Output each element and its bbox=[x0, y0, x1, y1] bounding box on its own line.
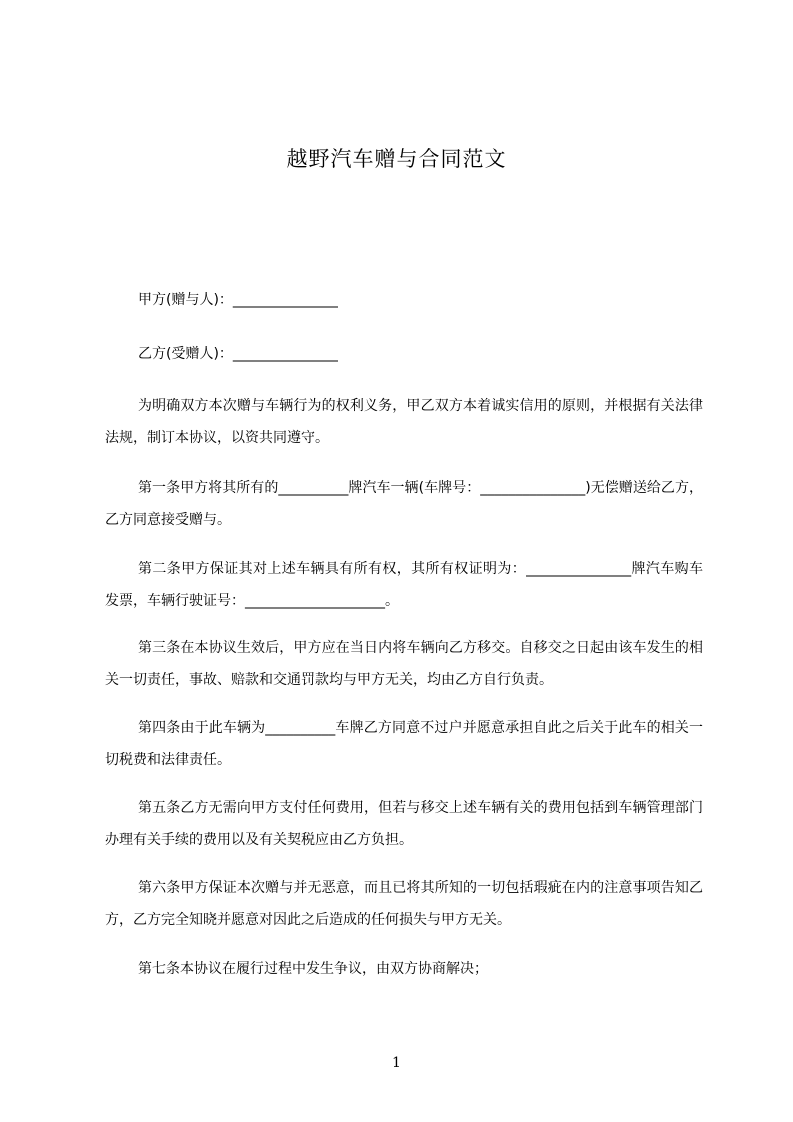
article-6-paragraph: 第六条甲方保证本次赠与并无恶意，而且已将其所知的一切包括瑕疵在内的注意事项告知乙方，乙方完全知晓并愿意对因此之后造成的任何损失与甲方无关。 bbox=[105, 880, 703, 928]
page-number: 1 bbox=[392, 1055, 401, 1071]
party-a-line: 甲方(赠与人)：_______________ bbox=[138, 292, 338, 308]
article-4-paragraph: 第四条由于此车辆为__________车牌乙方同意不过户并愿意承担自此之后关于此车的相关一切税费和法律责任。 bbox=[105, 720, 703, 768]
document-title: 越野汽车赠与合同范文 bbox=[286, 147, 507, 171]
article-2-paragraph: 第二条甲方保证其对上述车辆具有所有权，其所有权证明为：_______________牌汽车购车发票，车辆行驶证号：____________________。 bbox=[105, 561, 703, 609]
article-5-paragraph: 第五条乙方无需向甲方支付任何费用，但若与移交上述车辆有关的费用包括到车辆管理部门办理有关手续的费用以及有关契税应由乙方负担。 bbox=[105, 800, 703, 848]
party-b-line: 乙方(受赠人)：_______________ bbox=[138, 346, 338, 362]
preamble-paragraph: 为明确双方本次赠与车辆行为的权利义务，甲乙双方本着诚实信用的原则，并根据有关法律法规，制订本协议，以资共同遵守。 bbox=[105, 398, 703, 446]
article-3-paragraph: 第三条在本协议生效后，甲方应在当日内将车辆向乙方移交。自移交之日起由该车发生的相关一切责任，事故、赔款和交通罚款均与甲方无关，均由乙方自行负责。 bbox=[105, 640, 703, 688]
article-7-paragraph: 第七条本协议在履行过程中发生争议，由双方协商解决； bbox=[138, 961, 488, 977]
article-1-paragraph: 第一条甲方将其所有的__________牌汽车一辆(车牌号：_______________)无偿赠送给乙方，乙方同意接受赠与。 bbox=[105, 480, 703, 528]
